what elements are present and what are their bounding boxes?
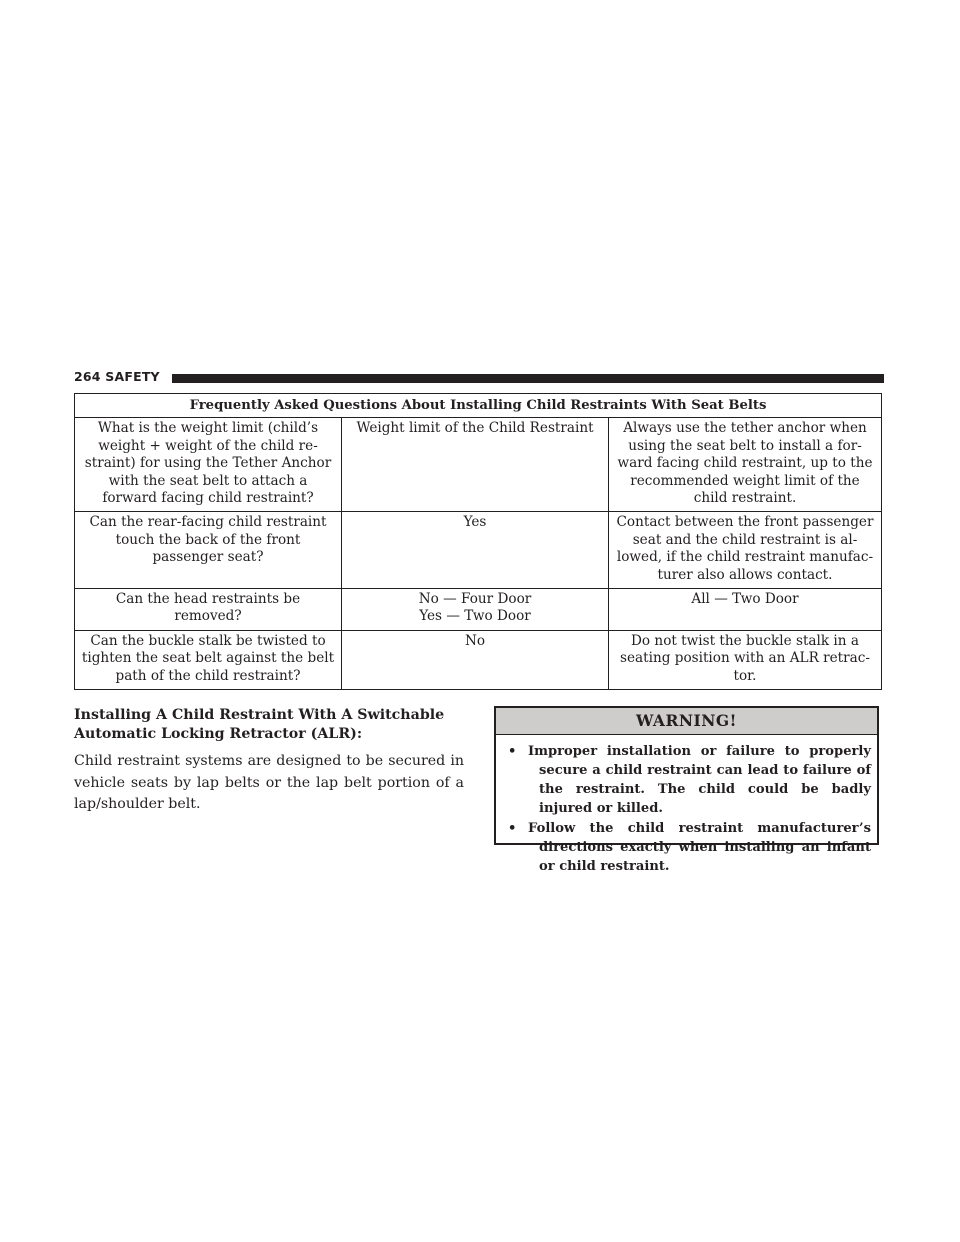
question-cell: Can the rear-facing child restraint touch the back of the front passenger seat?	[75, 512, 342, 589]
page-number: 264	[74, 369, 101, 384]
answer-cell: No	[342, 630, 609, 689]
header-bar	[172, 374, 884, 383]
question-cell: Can the buckle stalk be twisted to tighten the seat belt against the belt path of the child restraint?	[75, 630, 342, 689]
section-name: SAFETY	[105, 369, 160, 384]
answer-cell: Weight limit of the Child Restraint	[342, 418, 609, 512]
table-title: Frequently Asked Questions About Installing Child Restraints With Seat Belts	[75, 394, 882, 418]
table-row	[75, 589, 882, 631]
page-header	[74, 369, 884, 385]
table-row	[75, 630, 882, 689]
table-row	[75, 418, 882, 512]
warning-title: WARNING!	[496, 708, 877, 735]
warning-box	[494, 706, 879, 874]
notes-cell: Always use the tether anchor when using the seat belt to install a for- ward facing child restraint, up to the recommended weight limit of the child restraint.	[609, 418, 882, 512]
question-cell: Can the head restraints be removed?	[75, 589, 342, 631]
section-body: Child restraint systems are designed to be secured in vehicle seats by lap belts or the lap belt portion of a lap/shoulder belt.	[74, 753, 464, 812]
notes-cell: All — Two Door	[609, 589, 882, 631]
notes-cell: Do not twist the buckle stalk in a seating position with an ALR retrac- tor.	[609, 630, 882, 689]
bullet-icon: •	[508, 821, 517, 836]
page-header-label	[74, 369, 160, 385]
section-heading: Installing A Child Restraint With A Switchable Automatic Locking Retractor (ALR):	[74, 707, 445, 742]
question-cell: What is the weight limit (child’s weight + weight of the child re- straint) for using the Tether Anchor with the seat belt to attach a forward facing child restraint?	[75, 418, 342, 512]
faq-table	[74, 393, 882, 690]
warning-list	[496, 735, 877, 876]
notes-cell: Contact between the front passenger seat and the child restraint is al- lowed, if the child restraint manufac- turer also allows contact.	[609, 512, 882, 589]
table-title-row	[75, 394, 882, 418]
warning-item: • Improper installation or failure to properly secure a child restraint can lead to failure of the restraint. The child could be badly injured or killed.	[508, 744, 871, 816]
answer-cell: Yes	[342, 512, 609, 589]
warning-item: • Follow the child restraint manufacturer’s directions exactly when installing an infant or child restraint.	[508, 821, 871, 874]
bullet-icon: •	[508, 744, 517, 759]
answer-cell: No — Four Door Yes — Two Door	[342, 589, 609, 631]
table-row	[75, 512, 882, 589]
